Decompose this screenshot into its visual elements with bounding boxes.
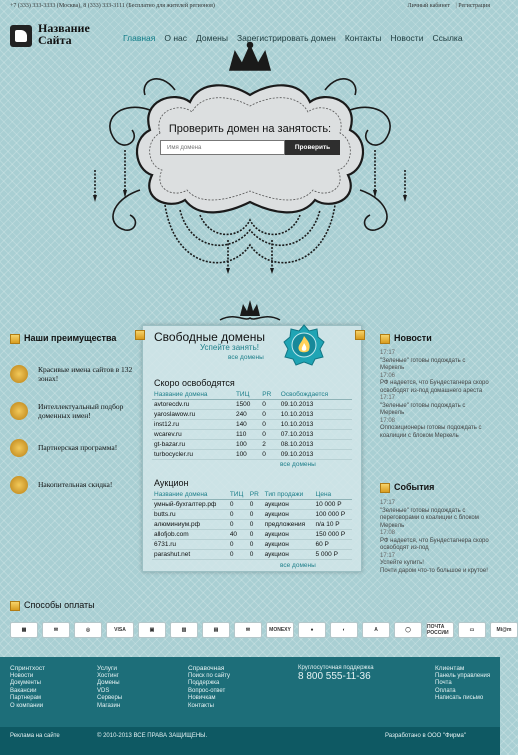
list-item [10, 429, 135, 466]
news-text[interactable]: "Зеленые" готовы подождать с Меркель [380, 402, 466, 416]
list-item[interactable] [380, 418, 490, 441]
domain-name[interactable]: turbocycler.ru [152, 450, 234, 460]
nav-item-home[interactable]: Главная [123, 33, 156, 43]
footer-link[interactable]: Спринтхост [10, 665, 46, 672]
column-header[interactable]: Освобождается [279, 390, 352, 400]
medal-icon [10, 365, 28, 383]
payment-method-icon[interactable]: ✉ [234, 622, 262, 638]
footer-col-clients [435, 665, 490, 703]
domain-name[interactable]: avtorecdv.ru [152, 400, 234, 410]
sale-type: предложения [263, 520, 314, 530]
free-domains-title: Свободные домены [154, 330, 265, 344]
soon-free-title: Скоро освободятся [154, 378, 235, 388]
news-text[interactable]: Оппозиционеры готовы подождать с коалиции с блоком Меркель [380, 425, 482, 439]
ribbon-icon [355, 330, 365, 340]
footer [0, 657, 500, 727]
tic-value: 0 [228, 540, 248, 550]
footer-col-services [97, 665, 122, 710]
footer-link[interactable]: Вопрос-ответ [188, 687, 226, 694]
news-time: 17:08 [380, 417, 396, 424]
payment-method-icon[interactable]: ▦ [10, 622, 38, 638]
footer-link[interactable]: Партнерам [10, 695, 42, 701]
soon-free-table [152, 390, 352, 460]
column-header[interactable]: ТИЦ [228, 490, 248, 500]
table-row[interactable] [152, 450, 352, 460]
miam-icon[interactable]: Mi@m [490, 622, 518, 638]
news-time: 17:06 [380, 372, 396, 379]
pr-value: 0 [260, 420, 279, 430]
price: п/а 10 Р [314, 520, 352, 530]
column-header[interactable]: Цена [314, 490, 352, 500]
tic-value: 0 [228, 550, 248, 560]
footer-link[interactable]: О компании [10, 702, 44, 709]
free-domains-ribbon-right [355, 330, 369, 340]
contact-phones: +7 (333) 333-3333 (Москва), 8 (333) 333-3111 (Бесплатно для жителей регионов) [10, 3, 215, 9]
table-row[interactable] [152, 440, 352, 450]
sale-type: аукцион [263, 540, 314, 550]
free-domains-ribbon [135, 330, 149, 340]
ad-link[interactable]: Реклама на сайте [10, 733, 60, 739]
advantage-text: Интеллектуальный подбор доменных имен! [38, 401, 124, 420]
nav-item-news[interactable]: Новости [390, 33, 424, 43]
advantages-title-text: Наши преимущества [24, 333, 117, 343]
list-item[interactable] [380, 530, 490, 553]
pr-value: 0 [248, 540, 263, 550]
event-text[interactable]: "Зеленые" готовы подождать с переговорами о коалиции с блоком Меркель [380, 507, 479, 529]
check-domain-button[interactable]: Проверить [285, 140, 340, 155]
payment-method-icon[interactable]: ▥ [170, 622, 198, 638]
logo-line-1: Название [38, 21, 90, 35]
alfa-icon[interactable]: A [362, 622, 390, 638]
events-title [380, 482, 434, 493]
sale-type: аукцион [263, 500, 314, 510]
table-row[interactable] [152, 430, 352, 440]
document-icon [10, 402, 28, 420]
event-time: 17:17 [380, 500, 396, 506]
domain-name[interactable]: allofjob.com [152, 530, 228, 540]
events-list [380, 500, 490, 575]
domain-name[interactable]: 6731.ru [152, 540, 228, 550]
table-row[interactable] [152, 530, 352, 540]
release-date: 09.10.2013 [279, 450, 352, 460]
column-header[interactable]: Название домена [152, 390, 234, 400]
domain-name-input[interactable] [160, 140, 285, 155]
price: 150 000 Р [314, 530, 352, 540]
footer-link[interactable]: Панель управления [435, 672, 491, 679]
pr-value: 0 [248, 500, 263, 510]
footer-link[interactable]: Оплата [435, 687, 456, 694]
release-date: 10.10.2013 [279, 410, 352, 420]
price: 10 000 Р [314, 500, 352, 510]
footer-link[interactable]: Услуги [97, 665, 117, 672]
pr-value: 0 [260, 410, 279, 420]
nav-item-about[interactable]: О нас [164, 33, 188, 43]
footer-link[interactable]: Новости [10, 672, 34, 679]
support-phone[interactable]: 8 800 555-11-36 [298, 670, 371, 682]
payment-method-icon[interactable]: ◐ [330, 622, 358, 638]
visa-icon[interactable]: VISA [106, 622, 134, 638]
pr-value: 0 [248, 520, 263, 530]
payment-method-icon[interactable]: ▣ [138, 622, 166, 638]
list-item[interactable] [380, 500, 490, 530]
logo-line-2: Сайта [38, 33, 72, 47]
footer-link[interactable]: Почта [435, 680, 452, 686]
news-time: 17:17 [380, 350, 396, 356]
pr-value: 2 [260, 440, 279, 450]
domain-name[interactable]: parashut.net [152, 550, 228, 560]
list-item[interactable] [380, 350, 490, 373]
table-header-row [152, 490, 352, 500]
tic-value: 110 [234, 430, 260, 440]
tic-value: 0 [228, 500, 248, 510]
event-time: 17:17 [380, 552, 396, 559]
footer-col-help [188, 665, 230, 710]
domain-name[interactable]: yaroslawow.ru [152, 410, 234, 420]
nav-item-link[interactable]: Ссылка [432, 33, 463, 43]
payment-method-icon[interactable]: ▤ [202, 622, 230, 638]
developer-credit[interactable]: Разработано в ООО "Фирма" [385, 733, 466, 739]
link-separator: | [455, 3, 457, 9]
table-row[interactable] [152, 400, 352, 410]
event-text[interactable]: РФ надеется, что Бундестагнера скоро освободят из-под [380, 537, 489, 551]
sale-type: аукцион [263, 510, 314, 520]
footer-link[interactable]: Контакты [188, 702, 214, 709]
payment-title [10, 600, 95, 611]
domain-name[interactable]: умный-бухгалтер.рф [152, 500, 228, 510]
topbar [10, 3, 490, 13]
footer-support [298, 665, 374, 680]
footer-link[interactable]: Домены [97, 680, 120, 686]
footer-link[interactable]: Документы [10, 680, 41, 686]
advantage-text: Накопительная скидка! [38, 480, 113, 489]
tic-value: 0 [228, 520, 248, 530]
column-header[interactable]: ТИЦ [234, 390, 260, 400]
price: 5 000 Р [314, 550, 352, 560]
ribbon-icon [380, 334, 390, 344]
price: 100 000 Р [314, 510, 352, 520]
advantages-list [10, 355, 135, 503]
news-text[interactable]: "Зеленые" готовы подождать с Меркель [380, 357, 466, 371]
table-header-row [152, 390, 352, 400]
sale-type: аукцион [263, 530, 314, 540]
event-text[interactable]: Почти даром что-то большое и крутое! [380, 567, 488, 574]
table-row[interactable] [152, 500, 352, 510]
footer-link[interactable]: Вакансии [10, 687, 37, 694]
monexy-icon[interactable]: MONEXY [266, 622, 294, 638]
table-row[interactable] [152, 420, 352, 430]
news-list [380, 350, 490, 440]
crown-separator-icon [215, 298, 285, 328]
ribbon-icon [380, 483, 390, 493]
payment-title-text: Способы оплаты [24, 600, 95, 610]
release-date: 09.10.2013 [279, 400, 352, 410]
footer-link[interactable]: VDS [97, 687, 110, 694]
check-domain-title: Проверить домен на занятость: [168, 123, 332, 135]
payment-method-icon[interactable]: ● [298, 622, 326, 638]
footer-link[interactable]: Хостинг [97, 672, 119, 679]
footer-link[interactable]: Серверы [97, 695, 123, 701]
list-item [10, 392, 135, 429]
list-item[interactable] [380, 568, 490, 576]
advantages-title [10, 333, 116, 344]
release-date: 07.10.2013 [279, 430, 352, 440]
auction-title: Аукцион [154, 478, 189, 488]
column-header[interactable]: PR [248, 490, 263, 500]
event-text[interactable]: Успейте купить! [380, 560, 424, 566]
column-header[interactable]: PR [260, 390, 279, 400]
news-title [380, 333, 432, 344]
nav-item-register-domain[interactable]: Зарегистрировать домен [236, 33, 336, 43]
footer-link[interactable]: Поиск по сайту [188, 672, 231, 679]
account-links [408, 3, 491, 9]
bottom-bar [0, 727, 500, 755]
domain-name[interactable]: butts.ru [152, 510, 228, 520]
gear-icon [10, 439, 28, 457]
tic-value: 100 [234, 440, 260, 450]
tic-value: 0 [228, 510, 248, 520]
table-row[interactable] [152, 520, 352, 530]
price: 60 Р [314, 540, 352, 550]
table-row[interactable] [152, 550, 352, 560]
domain-name[interactable]: wcarev.ru [152, 430, 234, 440]
support-label: Круглосуточная поддержка [298, 665, 374, 671]
list-item [10, 355, 135, 392]
pr-value: 0 [248, 550, 263, 560]
footer-link[interactable]: Написать письмо [435, 695, 484, 701]
register-link[interactable]: Регистрация [458, 3, 490, 9]
table-row[interactable] [152, 410, 352, 420]
news-text[interactable]: РФ надеется, что Бундестагнера скоро освободят из-под домашнего ареста [380, 380, 489, 394]
list-item[interactable] [380, 553, 490, 568]
cabinet-link[interactable]: Личный кабинет [407, 3, 450, 9]
payment-methods [10, 622, 518, 638]
news-time: 17:17 [380, 395, 396, 401]
event-time: 17:08 [380, 530, 396, 536]
footer-link[interactable]: Магазин [97, 702, 121, 709]
ribbon-icon [10, 334, 20, 344]
pr-value: 0 [248, 510, 263, 520]
pr-value: 0 [248, 530, 263, 540]
column-header[interactable]: Название домена [152, 490, 228, 500]
tic-value: 240 [234, 410, 260, 420]
payment-method-icon[interactable]: ◎ [74, 622, 102, 638]
payment-method-icon[interactable]: ◯ [394, 622, 422, 638]
soon-all-domains-link[interactable]: все домены [280, 461, 316, 468]
ribbon-icon [135, 330, 145, 340]
nav-item-contacts[interactable]: Контакты [344, 33, 382, 43]
footer-link[interactable]: Справочная [188, 665, 225, 672]
fire-badge-icon [283, 324, 325, 366]
footer-link[interactable]: Поддержка [188, 680, 220, 686]
advantage-text: Партнерская программа! [38, 443, 118, 452]
payment-method-icon[interactable]: ✉ [42, 622, 70, 638]
domain-name[interactable]: inst12.ru [152, 420, 234, 430]
list-item[interactable] [380, 373, 490, 396]
russian-post-icon[interactable]: ПОЧТА РОССИИ [426, 622, 454, 638]
release-date: 08.10.2013 [279, 440, 352, 450]
free-domains-subtitle: Успейте занять! [200, 343, 259, 352]
domain-name[interactable]: алюминиум.рф [152, 520, 228, 530]
copyright: © 2010-2013 ВСЕ ПРАВА ЗАЩИЩЕНЫ. [97, 733, 208, 739]
footer-col-company [10, 665, 45, 710]
auction-all-domains-link[interactable]: все домены [280, 562, 316, 569]
pr-value: 0 [260, 430, 279, 440]
release-date: 10.10.2013 [279, 420, 352, 430]
nav-item-domains[interactable]: Домены [196, 33, 228, 43]
payment-method-icon[interactable]: ▭ [458, 622, 486, 638]
news-title-text: Новости [394, 333, 432, 343]
footer-link[interactable]: Клиентам [435, 665, 465, 672]
tic-value: 1500 [234, 400, 260, 410]
domain-name[interactable]: gt-bazar.ru [152, 440, 234, 450]
all-domains-link[interactable]: все домены [228, 354, 264, 361]
column-header[interactable]: Тип продажи [263, 490, 314, 500]
footer-link[interactable]: Новичкам [188, 695, 216, 701]
tic-value: 40 [228, 530, 248, 540]
pr-value: 0 [260, 450, 279, 460]
ribbon-icon [10, 601, 20, 611]
logo-icon[interactable] [10, 25, 32, 47]
table-row[interactable] [152, 510, 352, 520]
tic-value: 100 [234, 450, 260, 460]
pr-value: 0 [260, 400, 279, 410]
sale-type: аукцион [263, 550, 314, 560]
tic-value: 140 [234, 420, 260, 430]
list-item[interactable] [380, 395, 490, 418]
auction-table [152, 490, 352, 560]
table-row[interactable] [152, 540, 352, 550]
list-item [10, 466, 135, 503]
events-title-text: События [394, 482, 435, 492]
percent-icon [10, 476, 28, 494]
advantage-text: Красивые имена сайтов в 132 зонах! [38, 364, 133, 383]
ornate-frame-decoration [80, 40, 420, 275]
